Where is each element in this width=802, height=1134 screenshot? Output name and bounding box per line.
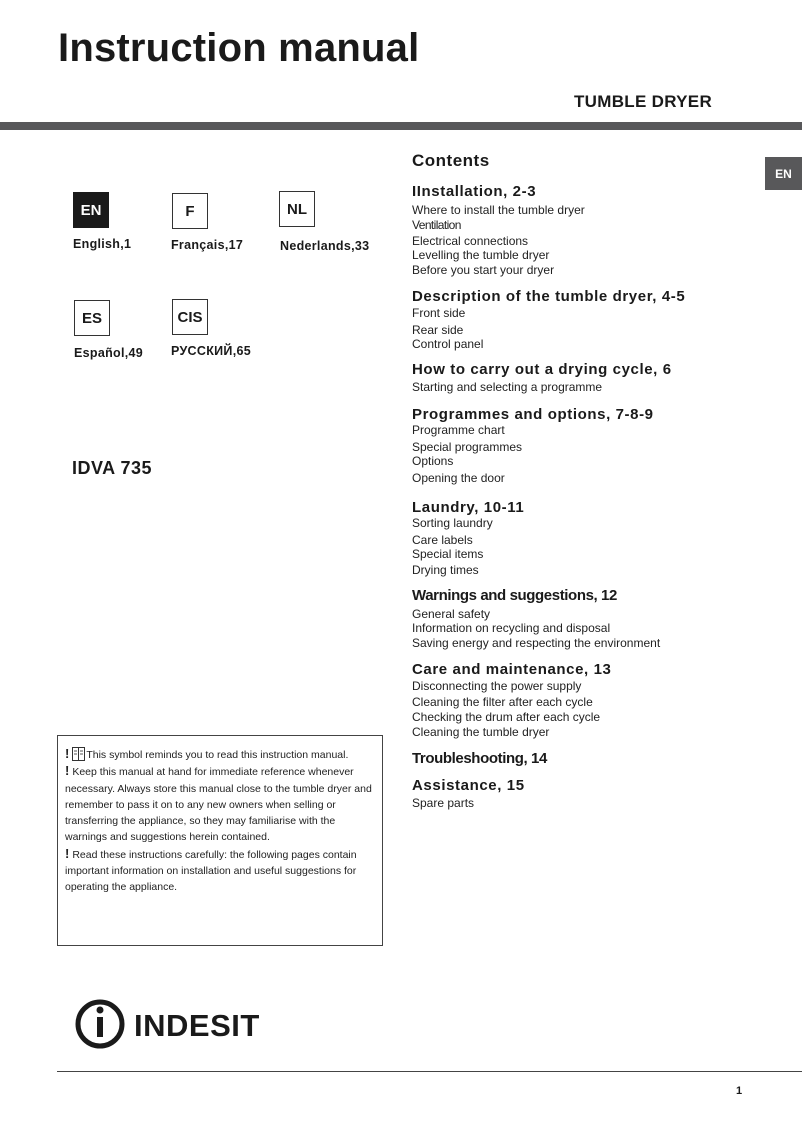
lang-badge-nl: NL (279, 191, 315, 227)
model-number: IDVA 735 (72, 458, 153, 478)
toc-item: Ventilation (412, 218, 461, 232)
toc-section-title: Description of the tumble dryer, 4-5 (412, 288, 686, 305)
toc-item: Options (412, 454, 454, 468)
toc-section-title: Programmes and options, 7-8-9 (412, 406, 654, 423)
notes-box (57, 735, 383, 946)
lang-label-es: Español,49 (74, 346, 143, 360)
toc-item: Opening the door (412, 471, 505, 485)
language-tab: EN (765, 157, 802, 190)
toc-section-title: Troubleshooting, 14 (412, 750, 547, 767)
indesit-logo-icon (74, 998, 270, 1050)
lang-label-fr: Français,17 (171, 238, 244, 252)
brand-logo (74, 998, 270, 1050)
lang-badge-fr: F (172, 193, 208, 229)
toc-item: Special items (412, 547, 484, 561)
toc-item: Drying times (412, 563, 479, 577)
toc-section-title: Care and maintenance, 13 (412, 661, 612, 678)
toc-item: Starting and selecting a programme (412, 380, 603, 394)
toc-section-title: Warnings and suggestions, 12 (412, 587, 617, 604)
lang-label-cis: РУССКИЙ,65 (171, 344, 251, 358)
warning-mark: ! (65, 763, 70, 779)
toc-item: Rear side (412, 323, 464, 337)
toc-item: Programme chart (412, 423, 505, 437)
toc-item: Special programmes (412, 440, 523, 454)
toc-section-title: Laundry, 10-11 (412, 499, 525, 516)
toc-item: Before you start your dryer (412, 263, 555, 277)
warning-mark: ! (65, 845, 70, 861)
note-read-manual (65, 746, 376, 763)
svg-text:INDESIT: INDESIT (134, 1008, 260, 1043)
toc-item: General safety (412, 607, 491, 621)
toc-item: Checking the drum after each cycle (412, 710, 601, 724)
toc-item: Electrical connections (412, 234, 529, 248)
toc-section-title: IInstallation, 2-3 (412, 183, 537, 200)
toc-item: Information on recycling and disposal (412, 621, 611, 635)
lang-badge-en: EN (73, 192, 109, 228)
toc-item: Front side (412, 306, 466, 320)
toc-item: Spare parts (412, 796, 475, 810)
warning-mark: ! (65, 746, 70, 761)
note-read-carefully (65, 846, 376, 896)
toc-section-title: How to carry out a drying cycle, 6 (412, 361, 672, 378)
toc-item: Sorting laundry (412, 516, 493, 530)
toc-item: Cleaning the filter after each cycle (412, 695, 593, 709)
header-divider-bar (0, 122, 802, 130)
note-text: Keep this manual at hand for immediate reference whenever necessary. Always store this manual close to the tumble dryer and remember to pass it on to any new owners when selling or transferring the appliance, so they may familiarise with the warnings and suggestions herein contained. (65, 766, 372, 844)
footer-divider (57, 1071, 802, 1072)
lang-badge-es: ES (74, 300, 110, 336)
note-text: Read these instructions carefully: the following pages contain important information on installation and useful suggestions for operating the appliance. (65, 848, 357, 894)
toc-item: Saving energy and respecting the environment (412, 636, 661, 650)
toc-item: Disconnecting the power supply (412, 679, 582, 693)
toc-item: Control panel (412, 337, 484, 351)
product-type: TUMBLE DRYER (574, 92, 713, 111)
document-title: Instruction manual (58, 26, 420, 70)
toc-section-title: Assistance, 15 (412, 777, 525, 794)
toc-item: Cleaning the tumble dryer (412, 725, 550, 739)
note-text: This symbol reminds you to read this instruction manual. (86, 749, 349, 761)
note-keep-manual (65, 763, 376, 845)
toc-item: Levelling the tumble dryer (412, 248, 550, 262)
lang-badge-cis: CIS (172, 299, 208, 335)
toc-item: Where to install the tumble dryer (412, 203, 585, 217)
page-number: 1 (736, 1085, 743, 1097)
toc-item: Care labels (412, 533, 473, 547)
lang-label-en: English,1 (73, 237, 132, 251)
lang-label-nl: Nederlands,33 (280, 239, 370, 253)
book-icon (72, 747, 85, 761)
contents-title: Contents (412, 151, 490, 170)
